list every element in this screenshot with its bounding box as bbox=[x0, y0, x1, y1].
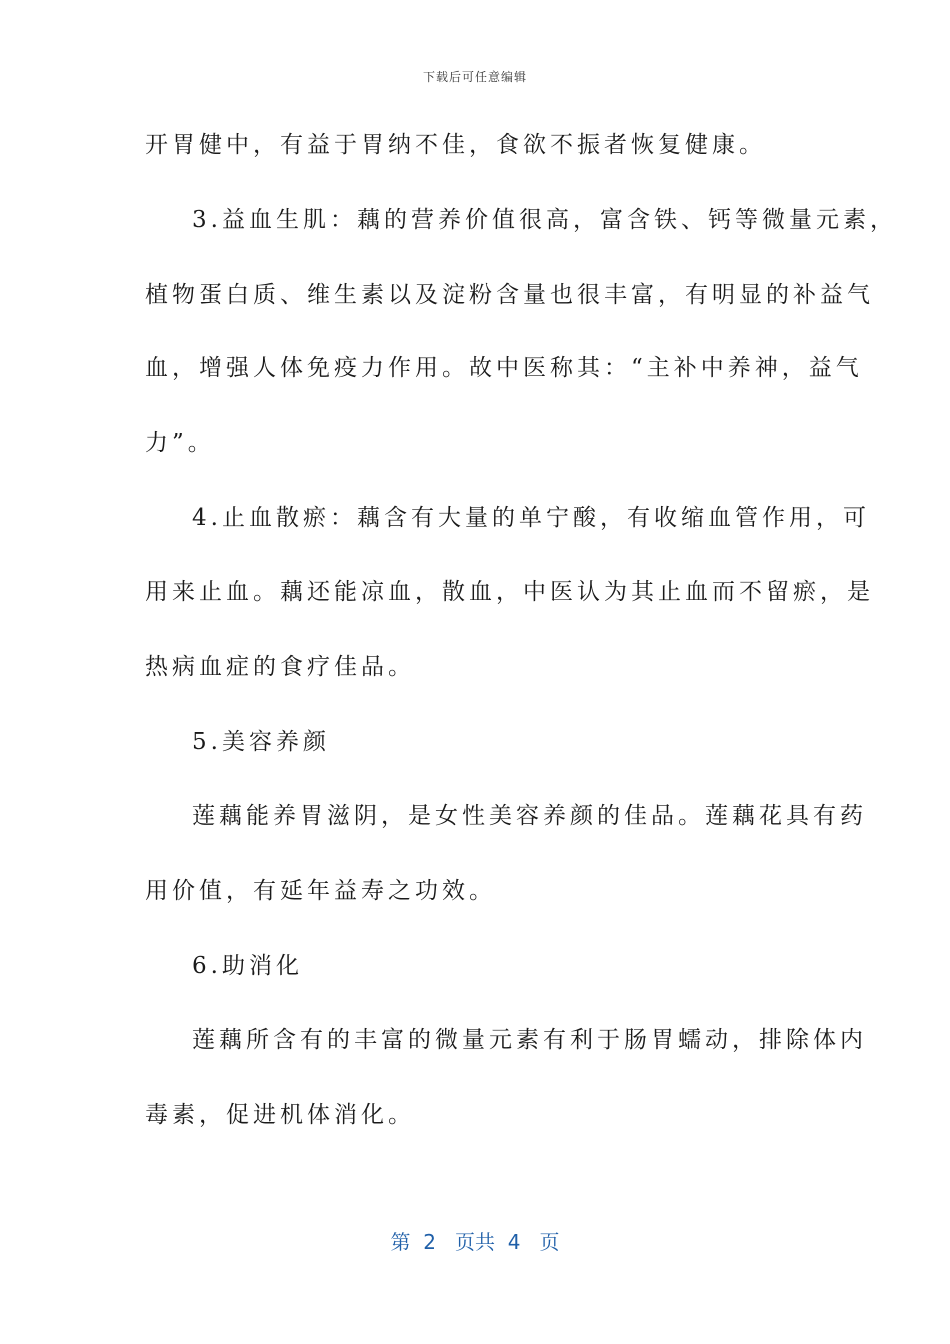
header-note: 下载后可任意编辑 bbox=[422, 70, 527, 84]
paragraph-line: 莲藕能养胃滋阴，是女性美容养颜的佳品。莲藕花具有药 bbox=[192, 803, 867, 829]
paragraph-line: 开胃健中，有益于胃纳不佳，食欲不振者恢复健康。 bbox=[145, 132, 766, 158]
paragraph-line: 4.止血散瘀：藕含有大量的单宁酸，有收缩血管作用，可 bbox=[192, 505, 870, 531]
paragraph-line: 血，增强人体免疫力作用。故中医称其：“主补中养神，益气 bbox=[145, 355, 863, 381]
paragraph-line: 用价值，有延年益寿之功效。 bbox=[145, 878, 496, 904]
paragraph-line: 用来止血。藕还能凉血，散血，中医认为其止血而不留瘀，是 bbox=[145, 579, 874, 605]
paragraph-line: 力”。 bbox=[145, 430, 215, 456]
paragraph-line: 莲藕所含有的丰富的微量元素有利于肠胃蠕动，排除体内 bbox=[192, 1027, 867, 1053]
section-heading: 6.助消化 bbox=[192, 953, 303, 979]
paragraph-line: 3.益血生肌：藕的营养价值很高，富含铁、钙等微量元素， bbox=[192, 207, 897, 233]
paragraph-line: 植物蛋白质、维生素以及淀粉含量也很丰富，有明显的补益气 bbox=[145, 282, 874, 308]
page-number-footer: 第 2 页共 4 页 bbox=[390, 1230, 560, 1254]
paragraph-line: 毒素，促进机体消化。 bbox=[145, 1102, 415, 1128]
section-heading: 5.美容养颜 bbox=[192, 729, 330, 755]
paragraph-line: 热病血症的食疗佳品。 bbox=[145, 654, 415, 680]
